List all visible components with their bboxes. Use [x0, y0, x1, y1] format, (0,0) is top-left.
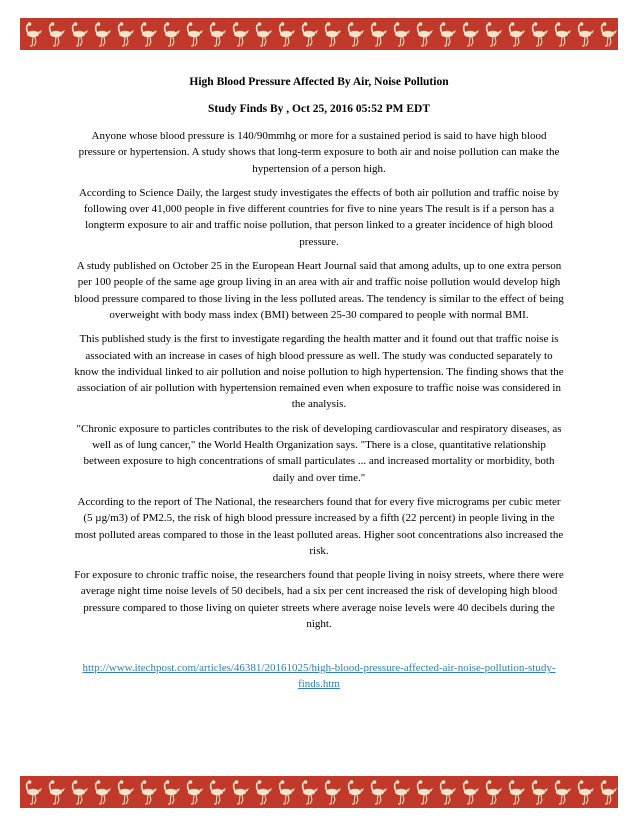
flamingo-icon — [165, 780, 180, 804]
flamingo-icon — [73, 780, 88, 804]
flamingo-icon — [556, 22, 571, 46]
flamingo-icon — [395, 780, 410, 804]
flamingo-icon — [464, 780, 479, 804]
source-link[interactable]: http://www.itechpost.com/articles/46381/20161025/high-blood-pressure-affected-air-noise-pollution-study-finds.htm — [82, 662, 556, 691]
flamingo-icon — [372, 780, 387, 804]
decorative-border-bottom — [20, 776, 618, 808]
paragraph-1: Anyone whose blood pressure is 140/90mmhg or more for a sustained period is said to have high blood pressure or hypertension. A study shows that long-term exposure to both air and noise pollution can make the hypertension of a person high. — [78, 130, 560, 175]
flamingo-icon — [579, 780, 594, 804]
flamingo-icon — [303, 780, 318, 804]
flamingo-icon — [441, 22, 456, 46]
flamingo-icon — [395, 22, 410, 46]
flamingo-icon — [257, 22, 272, 46]
flamingo-icon — [533, 22, 548, 46]
paragraph-5: "Chronic exposure to particles contributes to the risk of developing cardiovascular and respiratory diseases, as well as of lung cancer," the World Health Organization says. "There is a close, quantitative relationship between exposure to high concentrations of small particulates ... and increased mortality or morbidity, both daily and over time." — [76, 422, 562, 484]
flamingo-icon — [510, 22, 525, 46]
flamingo-icon — [349, 22, 364, 46]
flamingo-icon — [27, 780, 42, 804]
flamingo-icon — [418, 780, 433, 804]
source-link-block — [74, 660, 564, 692]
article — [74, 72, 564, 692]
flamingo-icon — [418, 22, 433, 46]
flamingo-icon — [234, 780, 249, 804]
flamingo-icon — [188, 780, 203, 804]
article-title: High Blood Pressure Affected By Air, Noise Pollution — [189, 76, 449, 88]
paragraph-2: According to Science Daily, the largest study investigates the effects of both air pollution and traffic noise by following over 41,000 people in five different countries for five to nine years The result is if a person has a longterm exposure to air and traffic noise pollution, that person linked to a greater incidence of high blood pressure. — [78, 186, 560, 248]
paragraph-6: According to the report of The National, the researchers found that for every five micrograms per cubic meter (5 µg/m3) of PM2.5, the risk of high blood pressure increased by a fifth (22 percent) in people living in the most polluted areas compared to those in the least polluted areas. Higher soot concentrations also increased the risk. — [74, 495, 564, 557]
flamingo-icon — [50, 780, 65, 804]
flamingo-icon — [234, 22, 249, 46]
flamingo-icon — [326, 22, 341, 46]
flamingo-icon — [556, 780, 571, 804]
paragraph-7: For exposure to chronic traffic noise, the researchers found that people living in noisy streets, where there were average night time noise levels of 50 decibels, had a six per cent increased the risk of developing high blood pressure compared to those living on quieter streets where average noise levels were 40 decibels during the night. — [74, 569, 564, 631]
flamingo-icon — [96, 22, 111, 46]
flamingo-icon — [487, 780, 502, 804]
flamingo-icon — [602, 22, 617, 46]
flamingo-icon — [73, 22, 88, 46]
flamingo-icon — [280, 780, 295, 804]
flamingo-icon — [142, 22, 157, 46]
flamingo-icon — [303, 22, 318, 46]
flamingo-icon — [487, 22, 502, 46]
flamingo-pattern-icon — [20, 776, 618, 808]
flamingo-icon — [211, 22, 226, 46]
flamingo-icon — [257, 780, 272, 804]
flamingo-icon — [533, 780, 548, 804]
flamingo-icon — [464, 22, 479, 46]
flamingo-icon — [326, 780, 341, 804]
flamingo-icon — [96, 780, 111, 804]
flamingo-icon — [602, 780, 617, 804]
article-byline: Study Finds By , Oct 25, 2016 05:52 PM EDT — [207, 103, 431, 115]
flamingo-icon — [579, 22, 594, 46]
paragraph-4: This published study is the first to investigate regarding the health matter and it found out that traffic noise is associated with an increase in cases of high blood pressure as well. The study was conducted separately to know the individual linked to air pollution and noise pollution to high hypertension. The finding shows that the association of air pollution with hypertension remained even when exposure to traffic noise was considered in the analysis. — [74, 333, 564, 411]
flamingo-icon — [119, 780, 134, 804]
flamingo-icon — [372, 22, 387, 46]
flamingo-icon — [27, 22, 42, 46]
flamingo-icon — [510, 780, 525, 804]
flamingo-icon — [50, 22, 65, 46]
flamingo-icon — [165, 22, 180, 46]
flamingo-icon — [441, 780, 456, 804]
flamingo-icon — [119, 22, 134, 46]
flamingo-icon — [280, 22, 295, 46]
flamingo-icon — [211, 780, 226, 804]
flamingo-icon — [188, 22, 203, 46]
flamingo-icon — [142, 780, 157, 804]
decorative-border-top — [20, 18, 618, 50]
flamingo-icon — [349, 780, 364, 804]
flamingo-pattern-icon — [20, 18, 618, 50]
paragraph-3: A study published on October 25 in the European Heart Journal said that among adults, up to one extra person per 100 people of the same age group living in an area with air and traffic noise pollution would develop high blood pressure compared to those living in the less polluted areas. The tendency is similar to the effect of being overweight with body mass index (BMI) between 25-30 compared to people with normal BMI. — [74, 260, 564, 321]
